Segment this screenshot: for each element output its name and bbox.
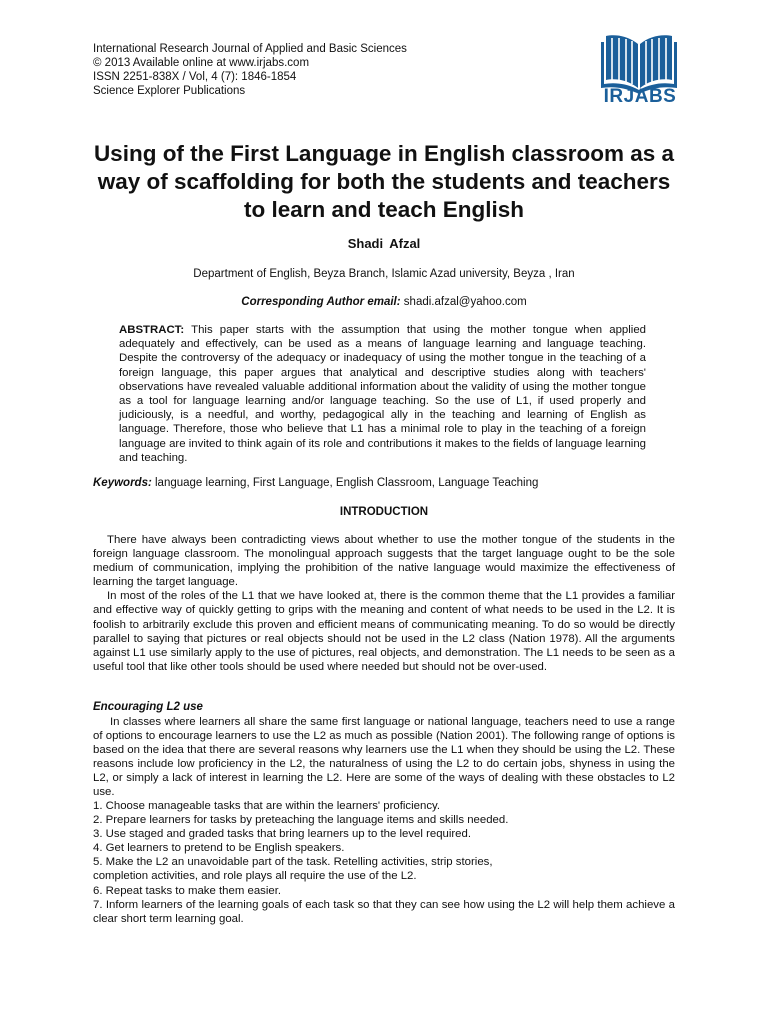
list-item: completion activities, and role plays all require the use of the L2.: [93, 870, 417, 883]
keywords: [93, 477, 693, 489]
paragraph: There have always been contradicting views about whether to use the mother tongue of the students in the foreign language classroom. The monolingual approach suggests that the target language ought to be the sole medium of communication, implying the prohibition of the native language would maximize the effectiveness of learning the target language.: [93, 534, 675, 589]
abstract-text: This paper starts with the assumption that using the mother tongue when applied adequately and effectively, can be used as a means of language learning and language teaching. Despite the controversy of the adequacy or inadequacy of using the mother tongue in the teaching of a foreign language, this paper argues that analytical and descriptive studies along with teachers' observations have revealed valuable additional information about the validity of using the mother tongue as a tool for language learning and/or language teaching. So the use of L1, if used properly and judiciously, is a needful, and worthy, pedagogical ally in the teaching and learning of English as language. Therefore, those who believe that L1 has a minimal role to play in the teaching of a foreign language are invited to think again of its role and contributions it makes to the fields of language learning and teaching.: [119, 324, 646, 464]
subsection-heading: Encouraging L2 use: [93, 701, 203, 713]
paper-title: Using of the First Language in English classroom as a way of scaffolding for both the students and teachers to learn and teach English: [93, 141, 675, 222]
logo-text: IRJABS: [603, 86, 677, 107]
encouraging-body: [93, 715, 675, 800]
introduction-body: [93, 533, 675, 674]
journal-publisher: Science Explorer Publications: [93, 85, 246, 97]
keywords-label: Keywords:: [93, 477, 152, 489]
author-email[interactable]: shadi.afzal@yahoo.com: [403, 296, 527, 308]
author-name: Shadi Afzal: [347, 236, 421, 251]
list-item: 7. Inform learners of the learning goals of each task so that they can see how using the L2 will help them achieve a clear short term learning goal.: [93, 898, 675, 925]
abstract: [119, 323, 646, 465]
corresponding-label: Corresponding Author email:: [241, 296, 401, 308]
journal-header: [93, 42, 407, 98]
list-item: 4. Get learners to pretend to be English speakers.: [93, 842, 345, 855]
abstract-label: ABSTRACT:: [119, 324, 185, 336]
author-affiliation: Department of English, Beyza Branch, Islamic Azad university, Beyza , Iran: [193, 268, 575, 280]
journal-issn: ISSN 2251-838X / Vol, 4 (7): 1846-1854: [93, 71, 297, 83]
list-item: 2. Prepare learners for tasks by preteaching the language items and skills needed.: [93, 814, 509, 827]
paragraph: In classes where learners all share the same first language or national language, teachers need to use a range of options to encourage learners to use the L2 as much as possible (Nation 2001). The following range of options is based on the idea that there are several reasons why learners use the L1 when they should be using the L2. These reasons include low proficiency in the L2, the naturalness of using the L2 to do certain jobs, shyness in using the L2, or simply a lack of interest in learning the L2. Here are some of the ways of dealing with these obstacles to L2 use.: [93, 716, 675, 799]
keywords-text: language learning, First Language, English Classroom, Language Teaching: [155, 477, 539, 489]
introduction-heading: INTRODUCTION: [339, 506, 429, 518]
list-item: 5. Make the L2 an unavoidable part of the task. Retelling activities, strip stories,: [93, 856, 493, 869]
corresponding-author: [0, 296, 768, 308]
list-item: 3. Use staged and graded tasks that bring learners up to the level required.: [93, 828, 472, 841]
paragraph: In most of the roles of the L1 that we have looked at, there is the common theme that the L1 provides a familiar and effective way of quickly getting to grips with the meaning and content of what needs to be used in the L2. It is foolish to arbitrarily exclude this proven and efficient means of communicating meaning. To do so would be directly parallel to saying that pictures or real objects should not be used in the L2 class (Nation 1978). All the arguments against L1 use similarly apply to the use of pictures, real objects, and demonstration. The L1 needs to be seen as a useful tool that like other tools should be used where needed but should not be over-used.: [93, 590, 675, 673]
journal-availability: © 2013 Available online at www.irjabs.com: [93, 57, 310, 69]
list-item: 6. Repeat tasks to make them easier.: [93, 884, 282, 897]
strategy-list: [93, 799, 675, 926]
journal-name: International Research Journal of Applied and Basic Sciences: [93, 43, 407, 55]
list-item: 1. Choose manageable tasks that are within the learners' proficiency.: [93, 800, 441, 812]
